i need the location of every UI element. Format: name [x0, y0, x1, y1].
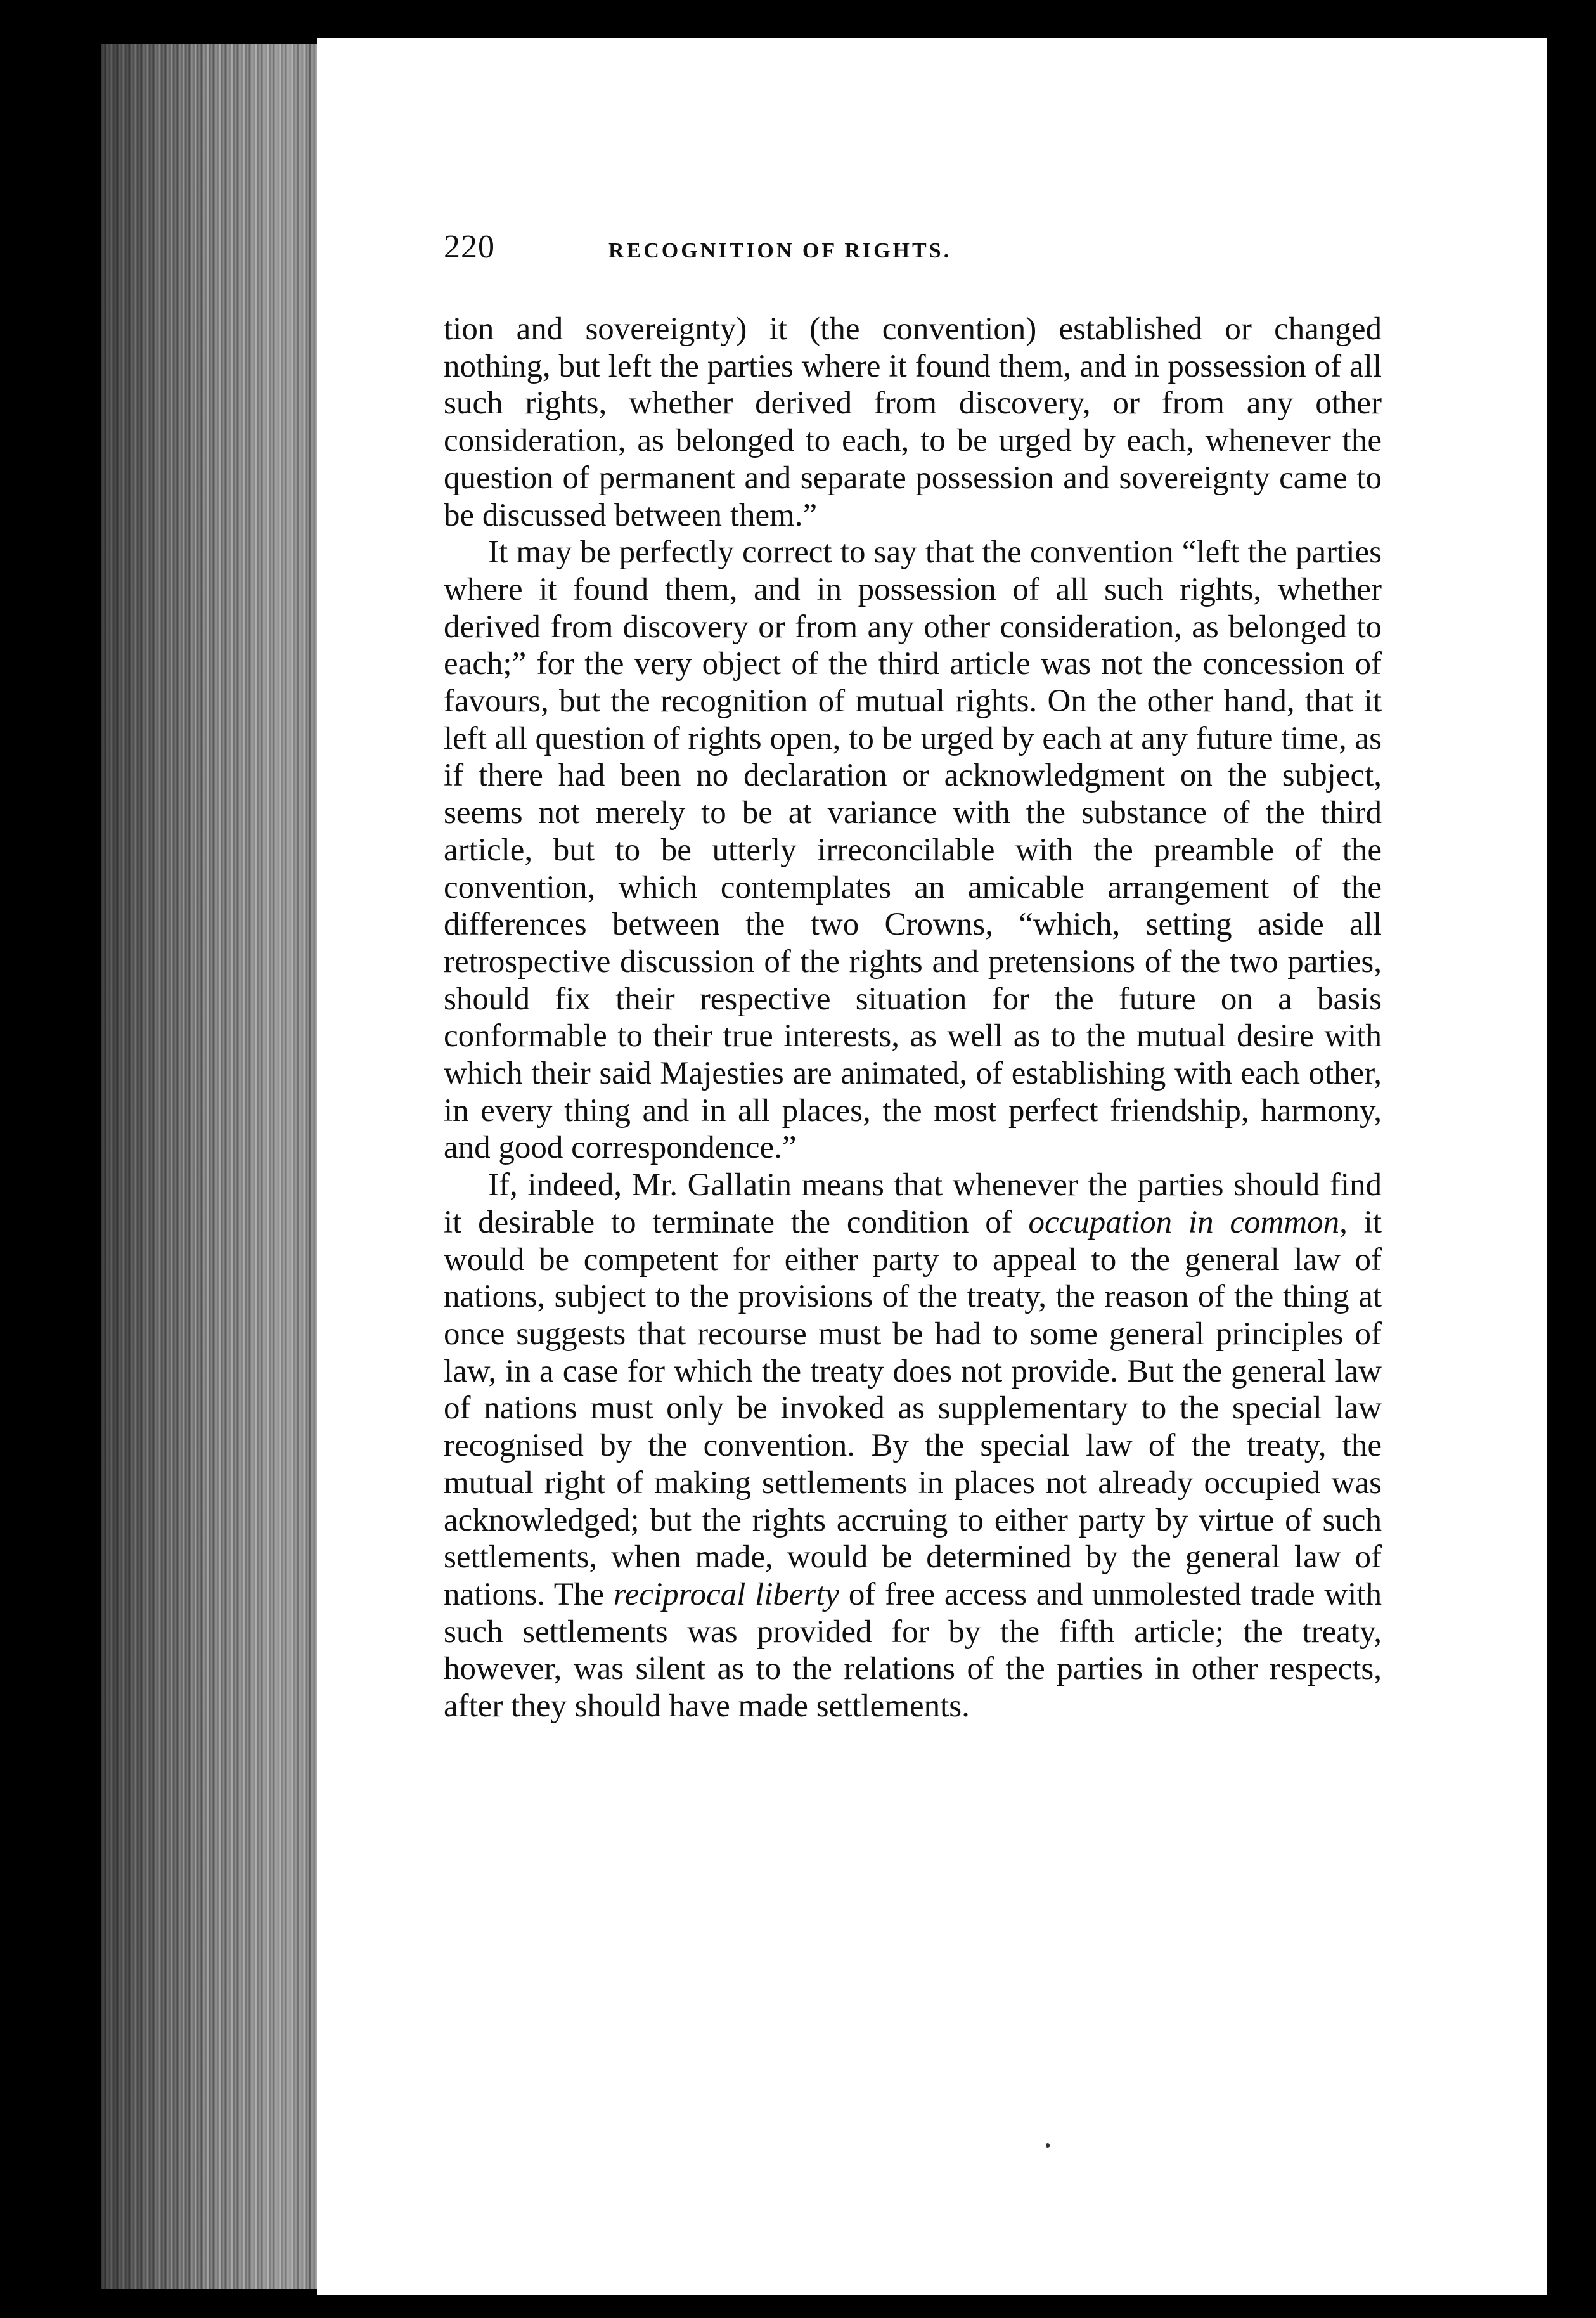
running-title: RECOGNITION OF RIGHTS. [608, 239, 952, 262]
running-header [444, 228, 1382, 298]
paragraph-3-italic-liberty: reciprocal liberty [613, 1576, 840, 1612]
paragraph-1: tion and sovereignty) it (the convention) established or changed nothing, but left the parties where it found them, and in possession of all such rights, whether derived from discovery, or from any other consideration, as belonged to each, to be urged by each, whenever the question of permanent and separate possession and sovereignty came to be discussed between them.” [444, 311, 1382, 533]
paragraph-2: It may be perfectly correct to say that the convention “left the parties where it found them, and in possession of all such rights, whether derived from discovery or from any other consideration, as belonged to each;” for the very object of the third article was not the concession of favours, but the recognition of mutual rights. On the other hand, that it left all question of rights open, to be urged by each at any future time, as if there had been no declaration or acknowledgment on the subject, seems not merely to be at variance with the substance of the third article, but to be utterly irreconcilable with the preamble of the convention, which contemplates an amicable arrangement of the differences between the two Crowns, “which, setting aside all retrospective discussion of the rights and pretensions of the two parties, should fix their respective situation for the future on a basis conformable to their true interests, as well as to the mutual desire with which their said Majesties are animated, of establishing with each other, in every thing and in all places, the most perfect friendship, harmony, and good correspondence.” [444, 534, 1382, 1166]
book-page [317, 38, 1547, 2295]
scan-border-right [1547, 0, 1596, 2318]
spine-shadow [101, 44, 323, 2289]
paragraph-3 [444, 1167, 1382, 1725]
paragraph-3-text-c: of free access and unmolested trade with such settlements was provided for by the fifth article; the treaty, however, was silent as to the relations of the parties in other respects, after they should have made settlements. [444, 1576, 1382, 1725]
page-number: 220 [444, 229, 495, 265]
paragraph-3-text-b: , it would be competent for either party to appeal to the general law of nations, subject to the provisions of the treaty, the reason of the thing at once suggests that recourse must be had to some general principles of law, in a case for which the treaty does not provide. But the general law of nations must only be invoked as supplementary to the special law recognised by the convention. By the special law of the treaty, the mutual right of making settlements in places not already occupied was acknowledged; but the rights accruing to either party by virtue of such settlements, when made, would be determined by the general law of nations. The [444, 1204, 1382, 1612]
paragraph-3-text-a: If, indeed, Mr. Gallatin means that whenever the parties should find it desirable to terminate the condition of [444, 1167, 1382, 1240]
paragraph-3-italic-occupation: occupation in common [1028, 1204, 1340, 1240]
print-speck [1046, 2143, 1050, 2148]
page-text-block [444, 228, 1382, 1725]
